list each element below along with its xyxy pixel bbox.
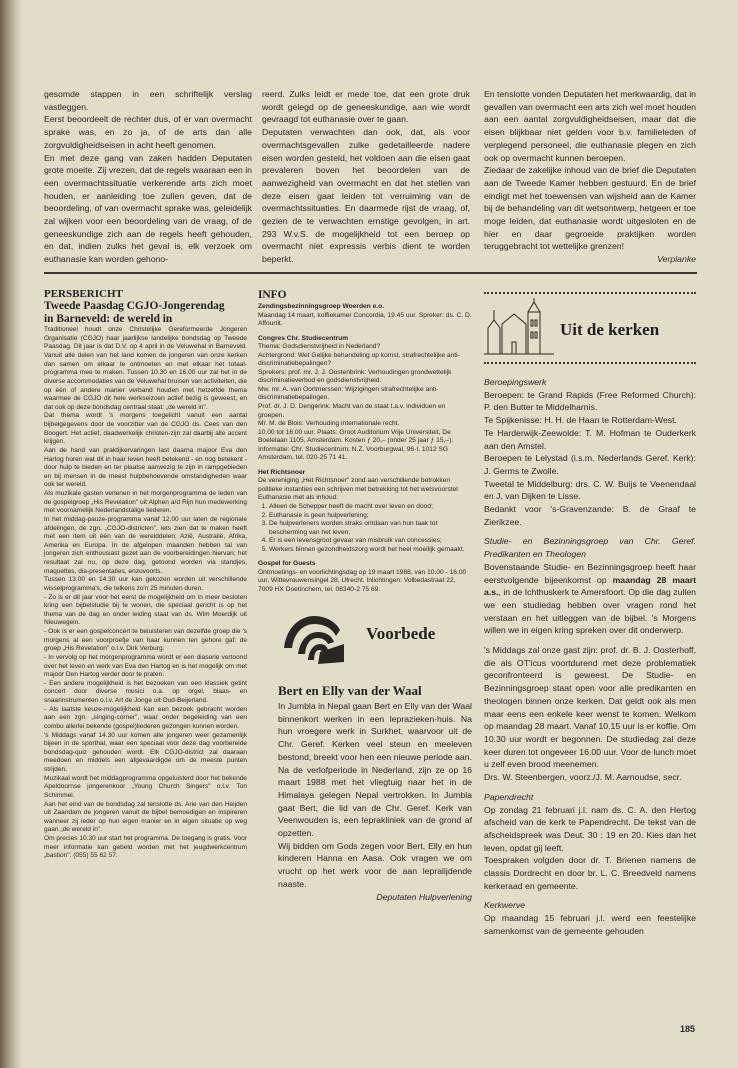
- list-item: 3. De hulpverleners worden straks ontdaan van hun taak tot bescherming van het leven;: [269, 520, 472, 537]
- congres-text: Thema: Godsdienstvrijheid in Nederland? Achtergrond: Wet Gelijke behandeling op komst, strafrechtelijke anti-discriminatiebepalingen? Sprekers: prof. mr. J. J. Oostenbrink: Verhoudingen grondwettelijk discriminatieverbod en godsdienstvrijheid. Mw. mr. A. van Oortmerssen: Wijzigingen strafrechtelijke anti-discriminatiebepalingen. Prof. dr. J. D. Dengerink: Macht van de staat t.a.v. individuen en groepen. Mr. M. de Blois: Verhouding internationale recht. 10.00 tot 16.00 uur. Plaats: Groot Auditorium Vrije Universiteit, De Boelelaan 1105, Amsterdam. Kosten ƒ 20,– (onder 25 jaar ƒ 15,–). Informatie: Chr. Studiecentrum; N.Z. Voorburgwal, 96-I, 1012 SG Amsterdam, tel. 020-25 71 41.: [258, 343, 460, 462]
- kerkwerve-title: Kerkwerve: [484, 900, 526, 911]
- voorbede-title: Voorbede: [366, 624, 436, 643]
- voorbede-logo: [278, 608, 472, 668]
- list-item: 4. Er is een levensgroot gevaar van misbruik van concessies;: [269, 537, 472, 546]
- congres-title: Congres Chr. Studiecentrum: [258, 334, 349, 342]
- studie-title: Studie- en Bezinningsgroep van Chr. Geref. Predikanten en Theologen: [484, 536, 696, 560]
- kerken-column: [484, 376, 696, 1040]
- kerken-bottom-divider: [484, 362, 696, 364]
- beroepingswerk-text: Beroepen: te Grand Rapids (Free Reformed Church): P. den Butter te Middelharnis. Te Spijkenisse: H. H. de Haan te Rotterdam-West. Te Harderwijk-Zeewolde: T. M. Hofman te Ouderkerk aan den Amstel. Beroepen te Lelystad (i.s.m. Nederlands Geref. Kerk): J. Germs te Zwolle. Tweetal te Middelburg: drs. C. W. Buijs te Veenendaal en J. van Dijken te Lisse. Bedankt voor 's-Gravenzande: B. de Graaf te Zierikzee.: [484, 389, 696, 527]
- persbericht-headline-2: in Barneveld: de wereld in: [44, 312, 173, 325]
- studie-text-a: Bovenstaande Studie- en Bezinningsgroep heeft haar eerstvolgende bijeenkomst op: [484, 561, 696, 585]
- kerken-top-divider: [484, 292, 696, 294]
- persbericht-label: PERSBERICHT: [44, 288, 123, 300]
- beroepingswerk-title: Beroepingswerk: [484, 377, 547, 387]
- persbericht-headline-1: Tweede Paasdag CGJO-Jongerendag: [44, 300, 225, 312]
- kerken-title: Uit de kerken: [560, 320, 660, 339]
- top-column-3: [484, 88, 696, 268]
- top-signature: Verplanke: [657, 254, 696, 265]
- page-number: 185: [680, 1024, 696, 1034]
- voorbede-signature: Deputaten Hulpverlening: [376, 891, 472, 902]
- persbericht-body: Traditioneel houdt onze Christelijke Gereformeerde Jongeren Organisatie (CGJO) haar jaarlijkse landelijke bondsdag op Tweede Paasdag. Dit jaar is dat D.V. op 4 april in de Veluwehal in Barneveld. Vanuit alle delen van het land komen de jongeren van onze kerken dan samen om elkaar te ontmoeten en met elkaar het totaal-programma mee te maken. Tussen 10.30 en 16.00 uur zal het in de diverse accommodaties van de Veluwehal bruisen van activiteiten, die op één of andere manier verband houden met hetzelfde thema waarmee de CGJO dit hele werkseizoen actief bezig is geweest, en dat ook op deze bondsdag centraal staat: „de wereld in". Dat thema wordt 's morgens toegelicht vanuit een aantal bijbelgegevens door de voorzitter van de CGJO ds. Cees van den Boogert. Het actief, daadwerkelijk christen-zijn zal daarbij alle accent krijgen. Aan de hand van praktijkervaringen last daarna majoor Eva den Hartog horen wat dit in haar leven heeft betekend - en nog betekent - door hulp te bieden en ter plaatse aanwezig te zijn in rampgebieden en bij mensen in de meest hulpbehoevende omstandigheden waar ook ter wereld. Als muzikale gasten verlenen in het morgenprogramma de leden van de gospelgroep „His Revelation" uit Alphen a/d Rijn hun medewerking met voornamelijk Nederlandstalige liederen. In het middag-pauze-programma vanaf 12.00 uur laten de regionale afdelingen, de zgn. „CGJO-districten", iets zien dat te maken heeft met een item uit één van de werelddelen: Azië, Australië, Afrika, Amerika en Europa. In de afgelopen maanden hebben tal van jongeren zich enthousiast gezet aan de voorbereidingen hiervan; het resultaat zal nu, op deze dag, getoond worden via standjes, maquettes, dia-presentaties, enzovoorts. Tussen 13.00 en 14.30 uur kan gekozen worden uit verschillende wisselprogramma's, die telkens zo'n 25 minuten duren. - Zo is er dit jaar voor het eerst de mogelijkheid om in meer besloten kring een bijbelstudie bij te wonen, die speciaal gericht is op het thema van de dag en onder leiding staat van ds. Wim Moerdijk uit Nieuwegein. - Ook is er een gospelconcert te beluisteren van dezelfde groep die 's morgens al een voorproefje van haar kunnen ten gehore gaf: de groep „His Revelation" o.l.v. Dirk Verburg. - In vervolg op het morgenprogramma wordt er een diaserie vertoond over het leven en werk van Eva den Hartog en is het mogelijk om met majoor Den Hartog verder door te praten. - Een andere mogelijkheid is het bezoeken van een klassiek getint concert door diverse musici o.a. op orgel, blaas- en snaarinstrumenten o.l.v. Art de Jonge uit Oud-Beijerland. - Als laatste keuze-mogelijkheid kan een bezoek gebracht worden aan een zgn. „singing-corner", waar onder begeleiding van een combo allerlei bekende (gospel)liederen gezongen kunnen worden. 's Middags vanaf 14.30 uur komen alle jongeren weer gezamenlijk bijeen in de sporthal, waar een speciaal voor deze dag voorbereide bondsdag-quiz gehouden wordt. Elk CGJO-district zal daaraan meedoen en middels een afgevaardigde om de meeste punten strijden. Muzikaal wordt het middagprogramma opgeluisterd door het bekende Apeldoornse jongerenkoor „Young Church Singers" o.l.v. Ton Schimmel. Aan het eind van de bondsdag zal tenslotte ds. Arie van den Heijden uit Zaandam de jongeren vanuit de bijbel bemoedigen en inspireren wanneer zij ieder op hun eigen manier en in eigen situatie op weg gaan „de wereld in". Om precies 10.30 uur start het programma. De toegang is gratis. Voor meer informatie kan gebeld worden met het jeugdwerkcentrum „bastion": (055) 55 62 57.: [44, 326, 247, 860]
- gospel-text: Ontmoetings- en voorlichtingsdag op 19 maart 1988, van 10.00 - 16.00 uur, Wittevrouwensingel 28, Utrecht. Inlichtingen: Volbedastraat 22, 7009 HX Doetinchem, tel. 08340-2 75 69.: [258, 568, 467, 593]
- page-gutter: [0, 0, 22, 1068]
- woerden-title: Zendingsbezinningsgroep Woerden e.o.: [258, 303, 385, 310]
- top-column-1: gesomde stappen in een schriftelijk verslag vastleggen. Eerst beoordeelt de rechter dus, of er van overmacht sprake was, en zo ja, of de arts dan alle zorgvuldigheidseisen in acht heeft genomen. En met deze gang van zaken hadden Deputaten grote moeite. Zij vrezen, dat de regels waaraan een in een overmachtssituatie verkerende arts zich moet houden, er aanleiding toe zullen geven, dat de beoordeling, of van overmacht sprake was, geleidelijk zal wijken voor een beoordeling van de vraag, of de geneeskundige zich aan de regels heeft gehouden, en dat, indien zulks het geval is, elk verzoek om euthanasie kan worden gehono-: [44, 89, 252, 265]
- top-column-2: reerd. Zulks leidt er mede toe, dat een grote druk wordt gelegd op de geneeskundige, aan wie wordt gevraagd tot euthanasie over te gaan. Deputaten verwachten dan ook, dat, als voor overmachtsgevallen zulke gedetailleerde nadere eisen worden gesteld, het voldoen aan die eisen gaat prevaleren boven het beoordelen van de aanwezigheid van overmacht en dat het stellen van deze eisen gaat leiden tot verruiming van de overmachtssituaties. En daarmede rijst de vraag, of, gezien de te verwachten ernstige gevolgen, in art. 293 W.v.S. de mogelijkheid tot een beroep op overmacht niet expressis verbis dient te worden beperkt.: [262, 89, 470, 265]
- voorbede-headline: Bert en Elly van der Waal: [278, 683, 422, 698]
- info-column: [258, 288, 472, 593]
- papendrecht-title: Papendrecht: [484, 791, 534, 802]
- richtsnoer-title: Het Richtsnoer: [258, 468, 306, 476]
- list-item: 2. Euthanasie is geen hulpverlening;: [269, 512, 472, 521]
- woerden-text: Maandag 14 maart, koffiekamer Concordia, 19.45 uur. Spreker: ds. C. D. Affourtit.: [258, 311, 472, 328]
- voorbede-body: In Jumbla in Nepal gaan Bert en Elly van der Waal binnenkort werken in een leprazieken-huis. Na hun vroegere werk in Surkhet, waarvoor uit de Chr. Geref. Kerken veel steun en meeleven bestond, breekt voor hen een nieuwe periode aan. Na de verlofperiode in Nederland, zijn ze op 16 maart 1988 met het vliegtuig naar het in de Himalaya gelegen Nepal vertrokken. In Jumbla gaat Bert, die lid van de Chr. Geref. Kerk van Veenwouden is, een leprakliniek van de grond af opzetten. Wij bidden om Gods zegen voor Bert, Elly en hun kinderen Hanna en Aasa. Ook vragen we om vrucht op het werk voor de aan lepralijdende naaste.: [278, 701, 472, 889]
- richtsnoer-list: [258, 503, 472, 554]
- section-divider: [44, 272, 697, 274]
- studie-text-b: , in de Ichthuskerk te Amersfoort. Op die dag zullen we een studiedag hebben over vragen rond het verstaan en het uitleggen van de bijbel. 's Morgens willen we in eigen kring spreken over dit onderwerp.: [484, 587, 696, 636]
- studie-paragraph: [484, 561, 696, 637]
- studie-date: maandag 28 maart a.s.: [484, 574, 696, 598]
- kerken-logo: [484, 298, 696, 358]
- top-column-3-text: En tenslotte vonden Deputaten het merkwaardig, dat in gevallen van overmacht een arts zich wel moet houden aan een aantal zorgvuldigheidseisen, maar dat die eisen blijkbaar niet gelden voor b.v. familieleden of verplegend personeel, die euthanasie plegen en zich ook op overmacht kunnen beroepen. Ziedaar de zakelijke inhoud van de brief die Deputaten aan de Tweede Kamer hebben gestuurd. En de brief eindigt met het toewensen van wijsheid aan de Kamer bij de behandeling van dit wetsontwerp, hetgeen er toe moge leiden, dat euthanasie wordt uitgesloten en de hier en daar gegroeide praktijken worden teruggebracht tot wettelijke grenzen!: [484, 89, 697, 252]
- richtsnoer-text: De vereniging „Het Richtsnoer" zond aan verschillende betrokken politieke instanties een schrijven met betrekking tot het wetsvoorstel Euthanasie met als inhoud:: [258, 477, 458, 502]
- kerkwerve-text: Op maandag 15 februari j.l. werd een feestelijke samenkomst van de gemeente gehouden: [484, 913, 696, 936]
- papendrecht-text: Op zondag 21 februari j.l. nam ds. C. A. den Hertog afscheid van de kerk te Papendrecht. De tekst van de afscheidspreek was Deut. 30 : 19 en 20. Kies dan het leven, opdat gij leeft. Toespraken volgden door dr. T. Brienen namens de classis Dordrecht en door br. L. C. Breedveld namens kerkeraad en gemeente.: [484, 804, 696, 891]
- church-icon: [484, 298, 554, 356]
- list-item: 5. Werkers binnen gezondheidszorg wordt het heel moeilijk gemaakt.: [269, 546, 472, 555]
- voorbede-column: [278, 683, 472, 1023]
- studie-text-c: 's Middags zal onze gast zijn: prof. dr. B. J. Oosterhoff, die als OT'icus voortdurend met deze problematiek geconfronteerd is geweest. De Studie- en Bezinningsgroep staat open voor alle predikanten en theologen binnen onze kerken. Dat geldt ook als men maar eens een enkele keer wenst te komen. Welkom op maandag 28 maart. Vanaf 10.15 uur is er koffie. Om 10.30 uur wordt er begonnen. De studiedag zal deze keer duren tot ongeveer 16.00 uur. Voor de lunch moet u zelf even brood meenemen. Drs. W. Steenbergen, voorz./J. M. Aarnoudse, secr.: [484, 645, 696, 783]
- persbericht-column: [44, 288, 247, 1038]
- info-label: INFO: [258, 289, 287, 301]
- list-item: 1. Alleen de Schepper heeft de macht over leven en dood;: [269, 503, 472, 512]
- praying-hands-icon: [278, 608, 348, 666]
- gospel-title: Gospel for Guests: [258, 560, 316, 568]
